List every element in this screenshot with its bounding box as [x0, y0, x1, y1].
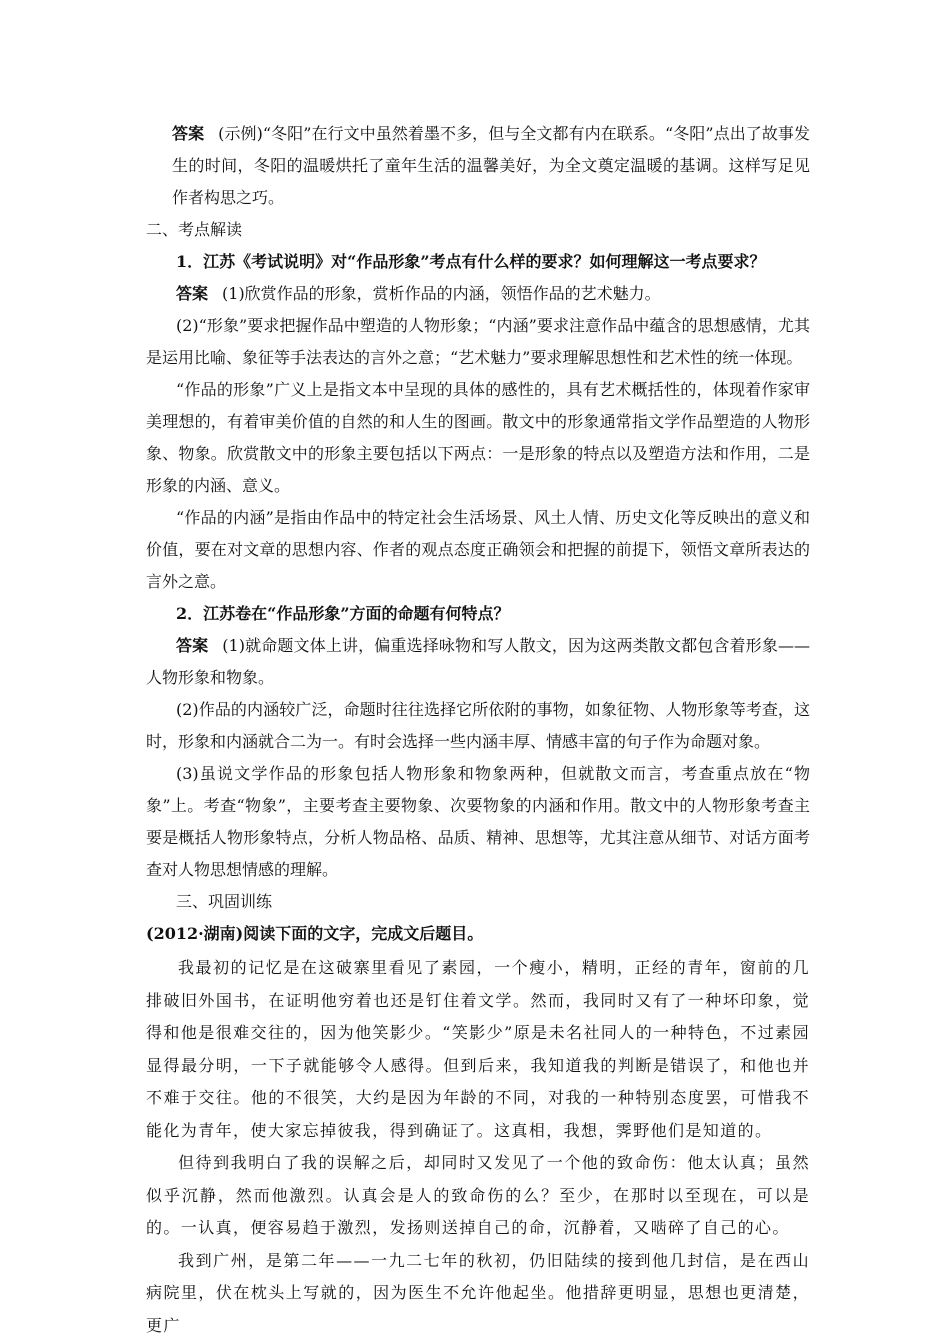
question-2-answer-1 — [0, 630, 950, 694]
image-explanation-1: “作品的形象”广义上是指文本中呈现的具体的感性的，具有艺术概括性的，体现着作家审美理想的，有着审美价值的自然的和人生的图画。散文中的形象通常指文学作品塑造的人物形象、物象。欣赏散文中的形象主要包括以下两点：一是形象的特点以及塑造方法和作用，二是形象的内涵、意义。 — [146, 380, 810, 495]
question-2: 2．江苏卷在“作品形象”方面的命题有何特点？ — [176, 604, 510, 623]
question-1-answer-2: (2)“形象”要求把握作品中塑造的人物形象；“内涵”要求注意作品中蕴含的思想感情，尤其是运用比喻、象征等手法表达的言外之意；“艺术魅力”要求理解思想性和艺术性的统一体现。 — [146, 316, 810, 367]
question-1: 1．江苏《考试说明》对“作品形象”考点有什么样的要求？如何理解这一考点要求？ — [176, 252, 766, 271]
document-body — [0, 118, 950, 1342]
image-explanation-2: “作品的内涵”是指由作品中的特定社会生活场景、风土人情、历史文化等反映出的意义和价值，要在对文章的思想内容、作者的观点态度正确领会和把握的前提下，领悟文章所表达的言外之意。 — [146, 508, 810, 591]
reading-source: (2012·湖南)阅读下面的文字，完成文后题目。 — [146, 924, 484, 943]
answer-text: (1)就命题文体上讲，偏重选择咏物和写人散文，因为这两类散文都包含着形象——人物形象和物象。 — [146, 636, 810, 687]
question-2-answer-2: (2)作品的内涵较广泛，命题时往往选择它所依附的事物，如象征物、人物形象等考查，这时，形象和内涵就合二为一。有时会选择一些内涵丰厚、情感丰富的句子作为命题对象。 — [146, 700, 810, 751]
answer-text: (1)欣赏作品的形象，赏析作品的内涵，领悟作品的艺术魅力。 — [222, 284, 661, 303]
section-3-title: 三、巩固训练 — [176, 892, 273, 911]
reading-paragraph-3: 我到广州，是第二年——一九二七年的秋初，仍旧陆续的接到他几封信，是在西山病院里，伏在枕头上写就的，因为医生不允许他起坐。他措辞更明显，思想也更清楚，更广 — [146, 1250, 810, 1335]
question-1-answer-1 — [0, 278, 950, 310]
question-2-answer-3: (3)虽说文学作品的形象包括人物形象和物象两种，但就散文而言，考查重点放在“物象”上。考查“物象”，主要考查主要物象、次要物象的内涵和作用。散文中的人物形象考查主要是概括人物形象特点，分析人物品格、品质、精神、思想等，尤其注意从细节、对话方面考查对人物思想情感的理解。 — [146, 764, 810, 879]
intro-answer — [0, 118, 950, 214]
answer-label: 答案 — [176, 636, 209, 655]
section-2-title: 二、考点解读 — [146, 220, 243, 239]
answer-label: 答案 — [172, 124, 205, 143]
reading-paragraph-1: 我最初的记忆是在这破寨里看见了素园，一个瘦小，精明，正经的青年，窗前的几排破旧外国书，在证明他穷着也还是钉住着文学。然而，我同时又有了一种坏印象，觉得和他是很难交往的，因为他笑影少。“笑影少”原是未名社同人的一种特色，不过素园显得最分明，一下子就能够令人感得。但到后来，我知道我的判断是错误了，和他也并不难于交往。他的不很笑，大约是因为年龄的不同，对我的一种特别态度罢，可惜我不能化为青年，使大家忘掉彼我，得到确证了。这真相，我想，霁野他们是知道的。 — [146, 958, 810, 1140]
answer-label: 答案 — [176, 284, 209, 303]
intro-answer-text: (示例)“冬阳”在行文中虽然着墨不多，但与全文都有内在联系。“冬阳”点出了故事发生的时间，冬阳的温暖烘托了童年生活的温馨美好，为全文奠定温暖的基调。这样写足见作者构思之巧。 — [172, 124, 810, 207]
reading-paragraph-2: 但待到我明白了我的误解之后，却同时又发见了一个他的致命伤：他太认真；虽然似乎沉静，然而他激烈。认真会是人的致命伤的么？至少，在那时以至现在，可以是的。一认真，便容易趋于激烈，发扬则送掉自己的命，沉静着，又啮碎了自己的心。 — [146, 1153, 810, 1237]
